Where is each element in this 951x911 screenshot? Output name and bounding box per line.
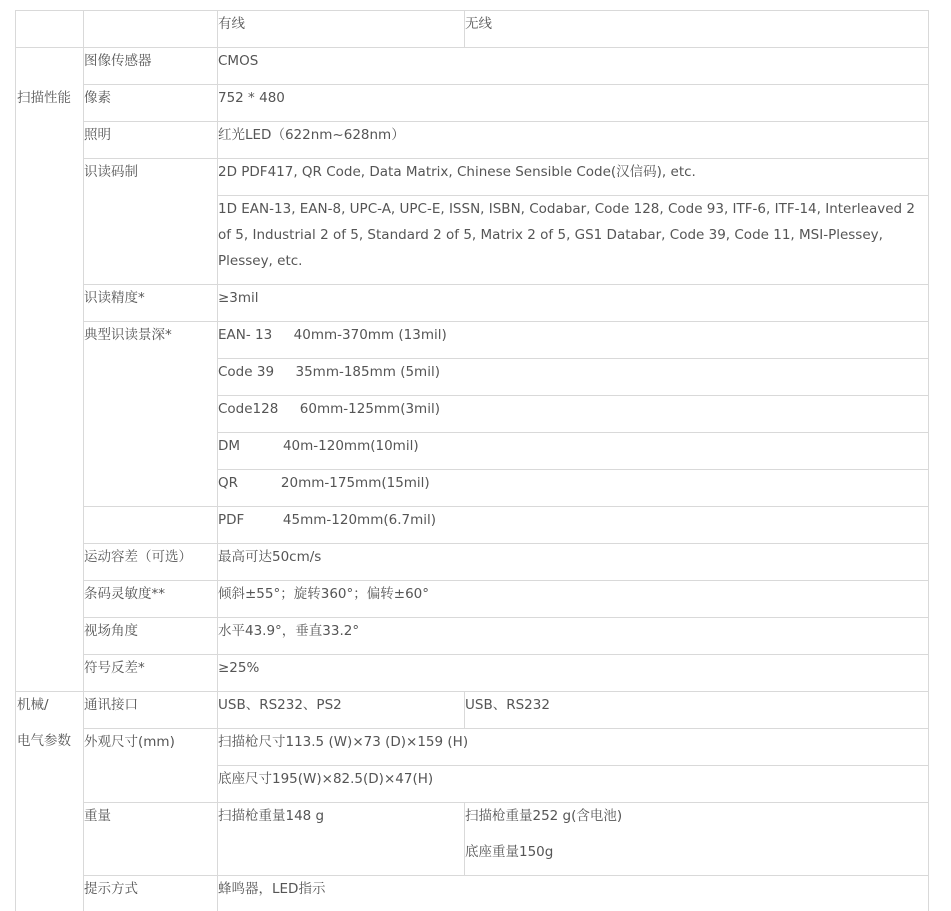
- group-scan-performance: 扫描性能: [17, 90, 71, 106]
- subrow-line: [217, 358, 929, 359]
- subrow-line: [217, 395, 929, 396]
- value-dof-qr: QR 20mm-175mm(15mil): [218, 475, 430, 491]
- value-symbologies-1d: 1D EAN-13, EAN-8, UPC-A, UPC-E, ISSN, ISBN, Codabar, Code 128, Code 93, ITF-6, ITF-14, Interleaved 2 of 5, Industrial 2 of 5, Standard 2 of 5, Matrix 2 of 5, GS1 Databar, Code 39, Code 11, MSI-Plessey, Plessey, etc.: [218, 201, 915, 269]
- subrow-line: [217, 765, 929, 766]
- row-line: [83, 321, 929, 322]
- value-dof-dm: DM 40m-120mm(10mil): [218, 438, 419, 454]
- row-line: [15, 691, 929, 692]
- value-sensitivity: 倾斜±55°；旋转360°；偏转±60°: [218, 586, 429, 602]
- value-illumination: 红光LED（622nm~628nm）: [218, 127, 405, 143]
- label-alert-mode: 提示方式: [84, 881, 138, 897]
- value-alert-mode: 蜂鸣器，LED指示: [218, 881, 326, 897]
- row-line: [83, 543, 929, 544]
- value-interface-wireless: USB、RS232: [465, 697, 550, 713]
- group-mech-line2: 电气参数: [17, 733, 71, 749]
- row-line: [83, 875, 929, 876]
- label-depth-of-field: 典型识读景深*: [84, 327, 172, 343]
- value-dof-code128: Code128 60mm-125mm(3mil): [218, 401, 440, 417]
- row-line: [83, 728, 929, 729]
- row-line: [15, 47, 929, 48]
- value-weight-wired: 扫描枪重量148 g: [218, 808, 325, 824]
- row-line: [83, 84, 929, 85]
- value-precision: ≥3mil: [218, 290, 259, 306]
- col-divider-1: [83, 10, 84, 911]
- value-symbologies-2d: 2D PDF417, QR Code, Data Matrix, Chinese Sensible Code(汉信码), etc.: [218, 164, 696, 180]
- value-pixels: 752 * 480: [218, 90, 285, 106]
- row-line: [83, 158, 929, 159]
- label-motion-tolerance: 运动容差（可选）: [84, 549, 192, 565]
- value-motion-tolerance: 最高可达50cm/s: [218, 549, 322, 565]
- label-symbologies: 识读码制: [84, 164, 138, 180]
- label-precision: 识读精度*: [84, 290, 145, 306]
- row-line: [83, 580, 929, 581]
- value-weight-wireless-base: 底座重量150g: [465, 844, 554, 860]
- row-line: [83, 284, 929, 285]
- value-dimensions-base: 底座尺寸195(W)×82.5(D)×47(H): [218, 771, 434, 787]
- value-dof-pdf: PDF 45mm-120mm(6.7mil): [218, 512, 436, 528]
- subrow-line: [217, 432, 929, 433]
- row-line: [83, 121, 929, 122]
- label-dimensions: 外观尺寸(mm): [84, 734, 175, 750]
- value-contrast: ≥25%: [218, 660, 260, 676]
- label-illumination: 照明: [84, 127, 111, 143]
- table-border-right: [928, 10, 929, 911]
- value-field-of-view: 水平43.9°，垂直33.2°: [218, 623, 360, 639]
- row-line: [83, 617, 929, 618]
- value-dimensions-gun: 扫描枪尺寸113.5 (W)×73 (D)×159 (H): [218, 734, 469, 750]
- subrow-line: [217, 469, 929, 470]
- row-line: [83, 506, 929, 507]
- table-border-left: [15, 10, 16, 911]
- header-wireless: 无线: [465, 16, 492, 32]
- label-field-of-view: 视场角度: [84, 623, 138, 639]
- row-line: [83, 654, 929, 655]
- value-dof-ean13: EAN- 13 40mm-370mm (13mil): [218, 327, 447, 343]
- label-pixels: 像素: [84, 90, 111, 106]
- label-weight: 重量: [84, 808, 111, 824]
- row-line: [15, 10, 929, 11]
- value-image-sensor: CMOS: [218, 53, 259, 69]
- label-sensitivity: 条码灵敏度**: [84, 586, 165, 602]
- value-weight-wireless-gun: 扫描枪重量252 g(含电池): [465, 808, 623, 824]
- value-interface-wired: USB、RS232、PS2: [218, 697, 342, 713]
- label-contrast: 符号反差*: [84, 660, 145, 676]
- value-dof-code39: Code 39 35mm-185mm (5mil): [218, 364, 440, 380]
- label-interface: 通讯接口: [84, 697, 138, 713]
- group-mech-line1: 机械/: [17, 697, 49, 713]
- label-image-sensor: 图像传感器: [84, 53, 152, 69]
- header-wired: 有线: [218, 16, 245, 32]
- row-line: [83, 802, 929, 803]
